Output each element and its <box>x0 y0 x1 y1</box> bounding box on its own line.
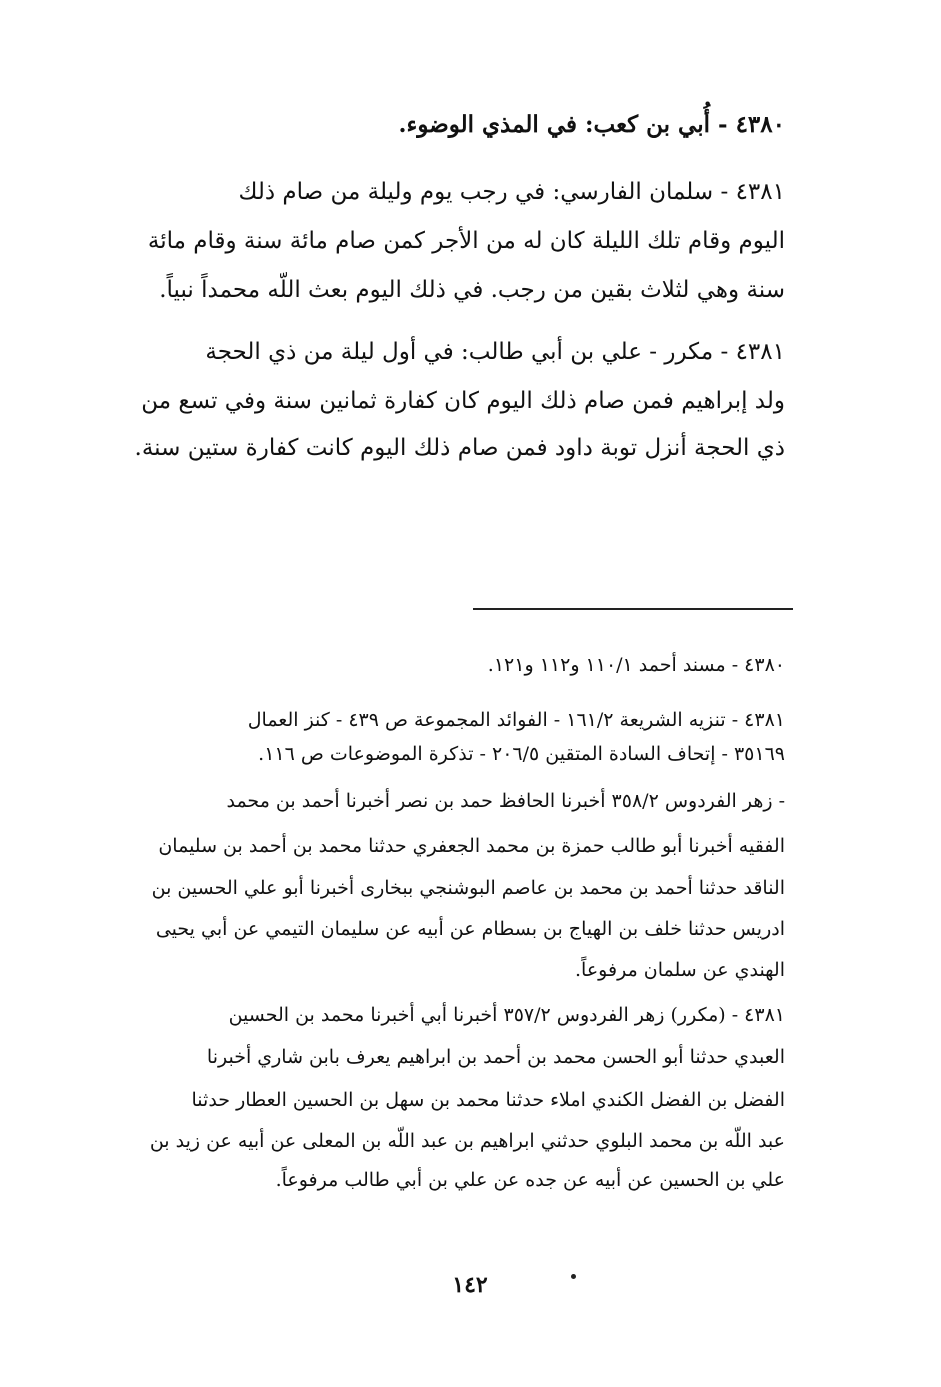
entry-4380-line-1: ٤٣٨٠ - أُبي بن كعب: في المذي الوضوء. <box>398 111 785 138</box>
entry-4381-line-2: اليوم وقام تلك الليلة كان له من الأجر كمن صام مائة سنة وقام مائة <box>147 228 785 254</box>
entry-4381-line-1: ٤٣٨١ - سلمان الفارسي: في رجب يوم وليلة من صام ذلك <box>238 179 785 205</box>
footnote-4381-line-6: ادريس حدثنا خلف بن الهياج بن بسطام عن أبيه عن سليمان التيمي عن أبي يحيى <box>155 918 785 940</box>
print-speck <box>571 1274 576 1279</box>
footnote-4381-repeat-line-1: ٤٣٨١ - (مكرر) زهر الفردوس ٣٥٧/٢ أخبرنا أبي أخبرنا محمد بن الحسين <box>228 1004 785 1026</box>
footnote-4381-line-5: الناقد حدثنا أحمد بن محمد بن عاصم البوشنجي ببخارى أخبرنا أبو علي الحسين بن <box>151 877 785 899</box>
footnote-4381-line-1: ٤٣٨١ - تنزيه الشريعة ١٦١/٢ - الفوائد المجموعة ص ٤٣٩ - كنز العمال <box>247 709 785 731</box>
footnote-4381-line-2: ٣٥١٦٩ - إتحاف السادة المتقين ٢٠٦/٥ - تذكرة الموضوعات ص ١١٦. <box>258 743 785 765</box>
footnote-4381-line-4: الفقيه أخبرنا أبو طالب حمزة بن محمد الجعفري حدثنا محمد بن أحمد بن سليمان <box>158 835 785 857</box>
footnote-4381-repeat-line-3: الفضل بن الفضل الكندي املاء حدثنا محمد بن سهل بن الحسين العطار حدثنا <box>191 1089 785 1111</box>
footnote-4381-line-7: الهندي عن سلمان مرفوعاً. <box>575 959 785 981</box>
footnote-4380-line-1: ٤٣٨٠ - مسند أحمد ١١٠/١ و١١٢ و١٢١. <box>487 654 785 676</box>
entry-4381-line-3: سنة وهي لثلاث بقين من رجب. في ذلك اليوم بعث اللّه محمداً نبياً. <box>159 277 785 303</box>
footnote-4381-repeat-line-4: عبد اللّه بن محمد البلوي حدثني ابراهيم بن عبد اللّه بن المعلى عن أبيه عن زيد بن <box>149 1130 785 1152</box>
footnote-4381-repeat-line-2: العبدي حدثنا أبو الحسن محمد بن أحمد بن ابراهيم يعرف بابن شاري أخبرنا <box>206 1046 785 1068</box>
entry-4381-repeat-line-1: ٤٣٨١ - مكرر - علي بن أبي طالب: في أول ليلة من ذي الحجة <box>205 339 785 365</box>
footnote-4381-line-3: - زهر الفردوس ٣٥٨/٢ أخبرنا الحافظ حمد بن نصر أخبرنا أحمد بن محمد <box>226 790 785 812</box>
footnote-4381-repeat-line-5: علي بن الحسين عن أبيه عن جده عن علي بن أبي طالب مرفوعاً. <box>275 1169 785 1191</box>
entry-4381-repeat-line-2: ولد إبراهيم فمن صام ذلك اليوم كان كفارة ثمانين سنة وفي تسع من <box>141 388 785 414</box>
page-number: ١٤٢ <box>452 1272 488 1298</box>
entry-4381-repeat-line-3: ذي الحجة أنزل توبة داود فمن صام ذلك اليوم كانت كفارة ستين سنة. <box>134 435 785 461</box>
footnote-separator <box>473 608 793 610</box>
